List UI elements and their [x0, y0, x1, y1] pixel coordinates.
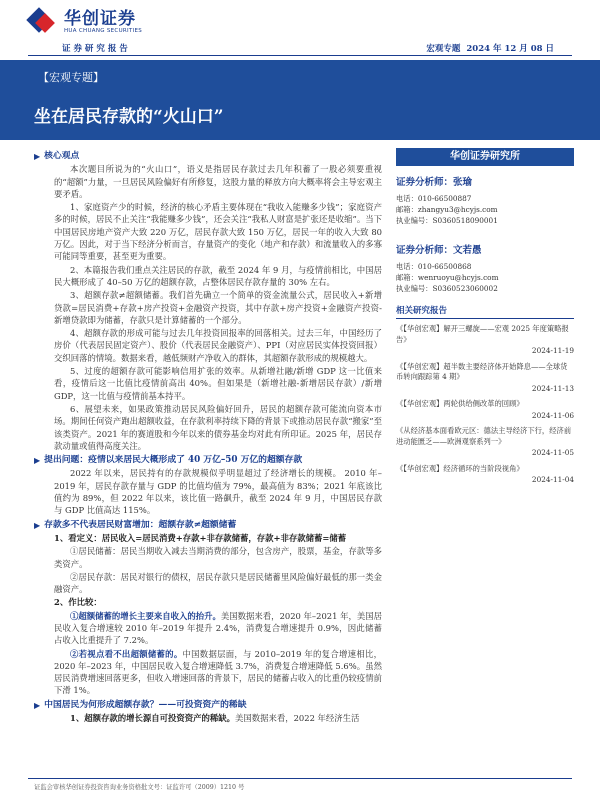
related-report-date: 2024-11-04: [531, 475, 574, 484]
logo-name-en: HUA CHUANG SECURITIES: [64, 28, 143, 34]
analyst-name: 证券分析师：文若愚: [396, 245, 482, 256]
compare-us: [54, 610, 382, 647]
report-date: 2024 年 12 月 08 日: [466, 44, 554, 54]
related-reports-heading: 相关研究报告: [396, 304, 574, 319]
related-report[interactable]: [396, 362, 574, 395]
analyst-phone: 电话：010-66500887: [396, 194, 472, 203]
report-category: 宏观专题: [426, 44, 461, 54]
footer-disclaimer: 证监会审核华创证券投资咨询业务资格批文号：证监许可（2009）1210 号: [34, 784, 245, 791]
section-heading: 存款多不代表居民财富增加：超额存款≠超额储蓄: [44, 519, 237, 530]
compare-cn-lead: ②若视点看不出超额储蓄的。: [70, 648, 183, 659]
related-report-title[interactable]: 《【华创宏观】两轮供给侧改革的回顾》: [396, 399, 524, 408]
subsection-compare: 2、作比较：: [54, 597, 102, 608]
analyst-cert: 执业编号：S0360523060002: [396, 284, 498, 293]
related-report-date: 2024-11-13: [531, 383, 574, 393]
paragraph-1: 1、家庭资产少的时候，经济的核心矛盾主要体现在“我收入能赚多少钱”；家庭资产多的时候，居民不止关注“我能赚多少钱”，还会关注“我私人财富是扩张还是收缩”。当下中国居民房地产资产大致 220 万亿，居民存款大致 150 万亿，居民一年的收入大致 80 万亿。因此，对于当下经济分析而言，存量资产的变化（地产和存款）和流量收入的多寡可能同等重要，甚至更为重要。: [54, 202, 382, 262]
section-why-excess: [34, 699, 382, 711]
paragraph-s2: 2022 年以来，居民持有的存款规模似乎明显超过了经济增长的规模。 2010 年–2019 年，居民存款存量与 GDP 的比值均值为 79%，最高值为 83%；2021 年底该比值约为 89%，但 2022 年以来，该比值一路飙升，截至 2024 年 9 月，中国居民存款与 GDP 比值高达 115%。: [54, 468, 382, 516]
analyst-email[interactable]: 邮箱：wenruoyu@hcyjs.com: [396, 273, 499, 282]
paragraph-2: 2、本篇报告我们重点关注居民的存款，截至 2024 年 9 月，与疫情前相比，中国居民大概形成了 40–50 万亿的超额存款，占整体居民存款存量的 30% 左右。: [54, 264, 382, 287]
analyst-phone: 电话：010-66500868: [396, 262, 472, 271]
s4-text: 美国数据来看，2022 年经济生活: [234, 713, 360, 724]
section-heading: 提出问题：疫情以来居民大概形成了 40 万亿–50 万亿的超额存款: [44, 455, 303, 466]
section-core-views: [34, 150, 382, 162]
analyst-name: 证券分析师：张瑜: [396, 177, 473, 188]
paragraph-intro: 本次题目所说为的“火山口”，语义是指居民存款过去几年积蓄了一股必须要重视的“超额”力量，一旦居民风险偏好有所修复，这股力量的释放方向大概率将会主导宏观主要矛盾。: [54, 164, 382, 199]
related-report-title[interactable]: 《【华创宏观】解开三螺旋——宏观 2025 年度策略报告》: [396, 324, 569, 344]
header-divider: [28, 55, 572, 56]
related-report[interactable]: [396, 324, 574, 357]
definition-deposits: ②居民存款：居民对银行的债权，居民存款只是居民储蓄里风险偏好最低的那一类金融资产。: [54, 571, 382, 595]
section-heading: 核心观点: [44, 151, 80, 161]
paragraph-5: 5、过度的超额存款可能影响信用扩张的效率。从新增社融/新增 GDP 这一比值来看，疫情后这一比值比疫情前高出 40%。但如果是（新增社融-新增居民存款）/新增 GDP，这一比值与疫情前基本持平。: [54, 366, 382, 401]
report-type: 证 券 研 究 报 告: [62, 44, 128, 54]
arrow-icon: ▶: [34, 699, 41, 710]
related-report-date: 2024-11-05: [531, 448, 574, 457]
compare-us-lead: ①超额储蓄的增长主要来自收入的抬升。: [70, 610, 221, 621]
related-report-title[interactable]: 《从经济基本面看欧元区：德法主导经济下行，经济前进动能匮乏——欧洲观察系列一》: [396, 426, 572, 446]
s4-lead: 1、超额存款的增长源自可投资资产的稀缺。: [70, 713, 235, 724]
arrow-icon: ▶: [34, 455, 41, 466]
paragraph-6: 6、展望未来，如果政策推动居民风险偏好回升，居民的超额存款可能流向资本市场。期间任何资产跑出超额收益，在存款利率持续下降的背景下或推动居民存款“搬家”至该类资产。2021 年的赛道股和今年以来的债券基金均对此有所印证。2025 年，居民存款动量或值得高度关注。: [54, 403, 382, 451]
banner-tag: 【宏观专题】: [38, 71, 104, 84]
analyst-email[interactable]: 邮箱：zhangyu3@hcyjs.com: [396, 205, 498, 214]
title-banner: [0, 60, 600, 140]
sidebar: [396, 148, 574, 486]
arrow-icon: ▶: [34, 151, 41, 161]
header-meta: [426, 42, 554, 54]
logo-diamond-icon: [28, 8, 58, 36]
related-report-date: 2024-11-06: [531, 410, 574, 420]
related-report[interactable]: [396, 464, 574, 486]
related-report[interactable]: [396, 426, 574, 459]
paragraph-s4-1: [54, 712, 382, 724]
related-report[interactable]: [396, 399, 574, 421]
section-deposits-vs-savings: [34, 519, 382, 531]
arrow-icon: ▶: [34, 519, 41, 530]
sidebar-heading: 华创证券研究所: [396, 148, 574, 166]
main-content: [34, 148, 382, 725]
related-report-title[interactable]: 《【华创宏观】经济循环的当阶段视角》: [396, 463, 524, 473]
logo-name-cn: 华创证券: [64, 9, 136, 29]
related-report-title[interactable]: 《【华创宏观】超半数主要经济体开始降息——全球货币转向跟踪第 4 期》: [396, 361, 568, 381]
section-question: [34, 454, 382, 466]
compare-cn: [54, 648, 382, 697]
definition-savings: ①居民储蓄：居民当期收入减去当期消费的部分，包含房产，股票，基金，存款等多类资产。: [54, 546, 382, 569]
compare-cn-text: 中国数据层面，与 2010–2019 年的复合增速相比，2020 年–2023 年，中国居民收入复合增速降低 3.7%，消费复合增速降低 5.6%。虽然居民消费增速回落更多，但收入增速回落的背景下，居民的储蓄占收入的比重仍较疫情前下滑 1%。: [54, 648, 382, 696]
compare-us-text: 美国数据来看，2020 年–2021 年，美国居民收入复合增速较 2010 年–2019 年提升 2.4%，消费复合增速提升 0.9%，因此储蓄占收入比重提升了 7.2%。: [54, 610, 383, 646]
section-heading: 中国居民为何形成超额存款？——可投资资产的稀缺: [44, 699, 247, 710]
related-report-date: 2024-11-19: [531, 346, 574, 355]
analyst-card-2: [396, 242, 574, 294]
footer-divider: [28, 778, 572, 779]
analyst-cert: 执业编号：S0360518090001: [396, 216, 498, 225]
paragraph-4: 4、超额存款的形成可能与过去几年投资回报率的回落相关。过去三年，中国经历了房价（代表居民固定资产）、股价（代表居民金融资产）、PPI（对应居民实体投资回报）交织回落的情境。数据来看，越低频财产净收入的群体，其超额存款形成的规模越大。: [54, 328, 382, 363]
page-header: [0, 0, 600, 58]
paragraph-3: 3、超额存款≠超额储蓄。我们首先确立一个简单的资金流量公式，居民收入+新增贷款=居民消费+存款+房产投资+金融资产投资，其中存款+房产投资+金融资产投资-新增贷款即为储蓄，存款只是计算储蓄的一个部分。: [54, 290, 382, 325]
company-logo: [28, 8, 142, 36]
analyst-card-1: [396, 174, 574, 226]
subsection-definition: 1、看定义：居民收入=居民消费+存款+非存款储蓄，存款+非存款储蓄=储蓄: [54, 532, 347, 543]
report-title: 坐在居民存款的“火山口”: [34, 107, 224, 127]
